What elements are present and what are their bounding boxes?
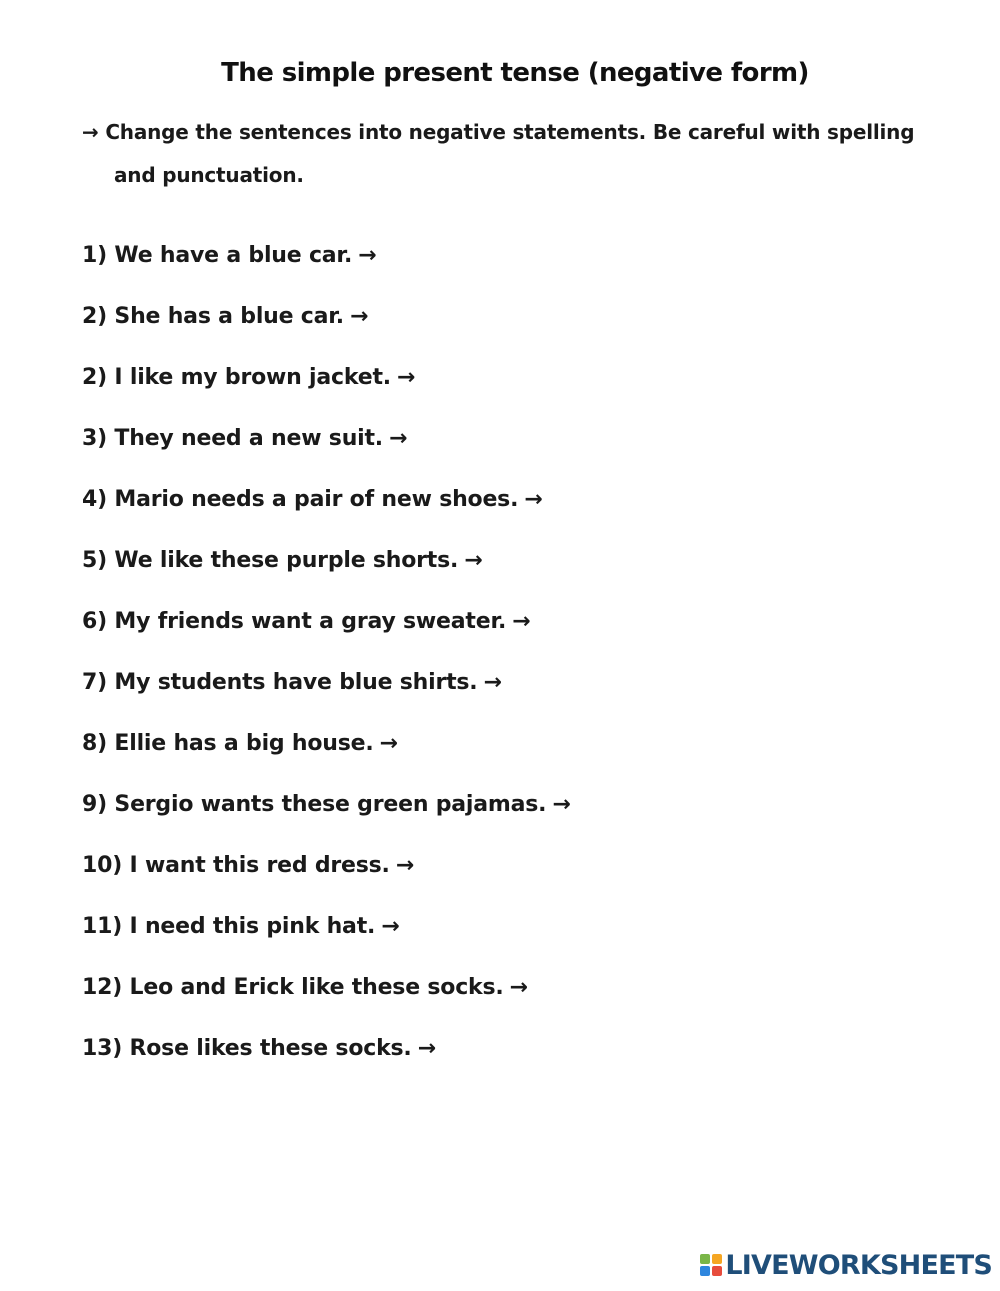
- sentence-text: 5) We like these purple shorts.: [82, 548, 459, 573]
- list-item: [82, 609, 530, 634]
- list-item: [82, 731, 398, 756]
- sentence-text: 2) I like my brown jacket.: [82, 365, 391, 390]
- list-item: [82, 426, 407, 451]
- arrow-icon: →: [395, 853, 414, 878]
- arrow-icon: →: [464, 548, 483, 573]
- sentence-text: 9) Sergio wants these green pajamas.: [82, 792, 547, 817]
- logo-text: LIVEWORKSHEETS: [725, 1249, 992, 1281]
- list-item: [82, 792, 571, 817]
- logo-block-icon: [712, 1266, 722, 1276]
- list-item: [82, 914, 399, 939]
- arrow-icon: →: [358, 243, 377, 268]
- arrow-icon: →: [396, 365, 416, 390]
- instructions-line-2: and punctuation.: [114, 163, 304, 187]
- arrow-icon: →: [417, 1036, 436, 1061]
- instructions: [82, 111, 922, 197]
- instructions-line-1: Change the sentences into negative statements. Be careful with spelling: [105, 120, 915, 144]
- sentence-text: 8) Ellie has a big house.: [82, 731, 374, 756]
- arrow-icon: →: [512, 609, 531, 634]
- arrow-icon: →: [388, 426, 408, 451]
- arrow-icon: →: [349, 304, 369, 329]
- list-item: [82, 548, 482, 573]
- sentence-text: 4) Mario needs a pair of new shoes.: [82, 487, 519, 512]
- arrow-icon: →: [379, 731, 398, 756]
- sentence-text: 13) Rose likes these socks.: [82, 1036, 412, 1061]
- sentence-text: 1) We have a blue car.: [82, 243, 353, 268]
- sentence-text: 10) I want this red dress.: [82, 853, 390, 878]
- instructions-arrow: →: [82, 120, 99, 144]
- sentence-text: 7) My students have blue shirts.: [82, 670, 478, 695]
- logo-block-icon: [712, 1254, 722, 1264]
- arrow-icon: →: [483, 670, 502, 695]
- liveworksheets-logo[interactable]: [700, 1249, 992, 1281]
- list-item: [82, 243, 376, 268]
- list-item: [82, 853, 414, 878]
- list-item: [82, 1036, 436, 1061]
- arrow-icon: →: [552, 792, 571, 817]
- sentence-text: 11) I need this pink hat.: [82, 914, 376, 939]
- list-item: [82, 304, 368, 329]
- page-title: The simple present tense (negative form): [221, 58, 809, 88]
- logo-block-icon: [700, 1254, 710, 1264]
- logo-block-icon: [700, 1266, 710, 1276]
- logo-blocks-icon: [700, 1254, 722, 1276]
- list-item: [82, 975, 528, 1000]
- arrow-icon: →: [509, 975, 528, 1000]
- arrow-icon: →: [524, 487, 543, 512]
- list-item: [82, 487, 542, 512]
- list-item: [82, 670, 502, 695]
- list-item: [82, 365, 415, 390]
- arrow-icon: →: [381, 914, 400, 939]
- sentence-text: 2) She has a blue car.: [82, 304, 344, 329]
- sentence-text: 6) My friends want a gray sweater.: [82, 609, 507, 634]
- sentence-text: 3) They need a new suit.: [82, 426, 383, 451]
- sentence-text: 12) Leo and Erick like these socks.: [82, 975, 504, 1000]
